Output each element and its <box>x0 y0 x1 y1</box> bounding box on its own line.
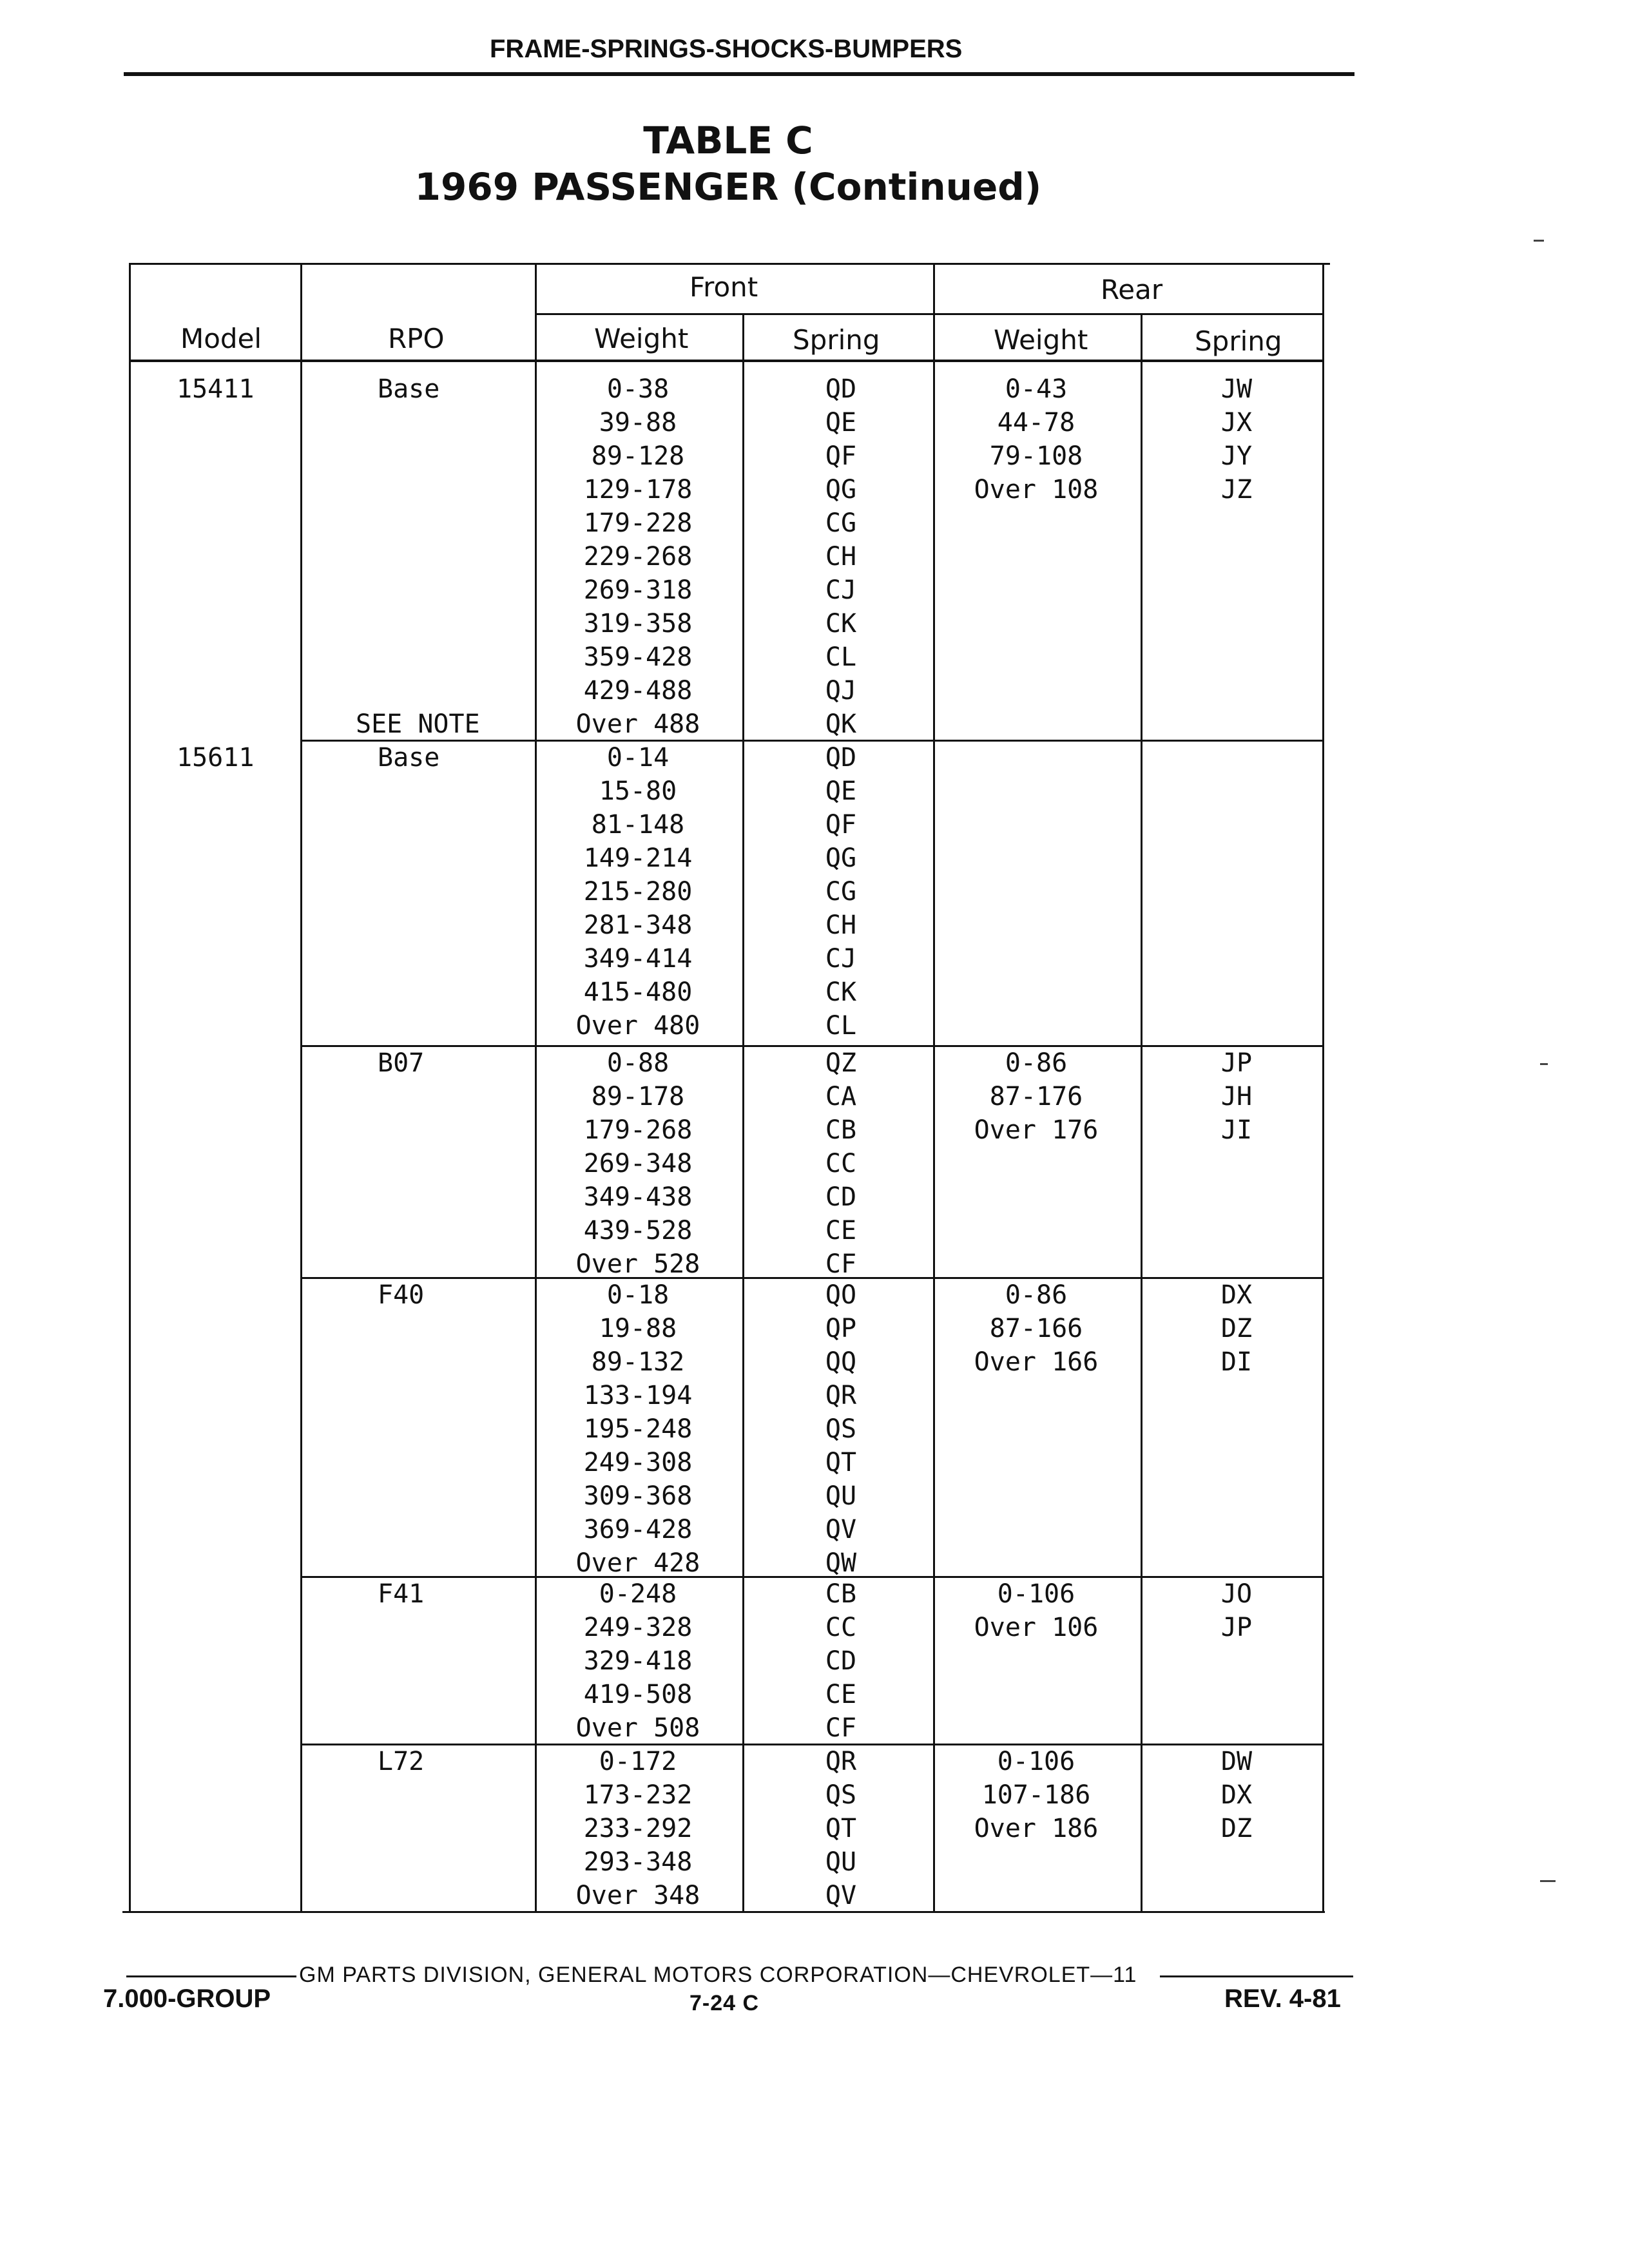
front-weight-cell: 309-368 <box>583 1481 693 1511</box>
front-weight-cell: 349-438 <box>583 1182 693 1212</box>
front-weight-cell: 419-508 <box>583 1680 693 1709</box>
front-weight-cell: 89-128 <box>591 441 685 471</box>
front-weight-cell: 179-268 <box>583 1115 693 1145</box>
col-header-model: Model <box>180 323 262 354</box>
footer-rule-right <box>1160 1975 1353 1977</box>
front-weight-cell: 439-528 <box>583 1216 693 1245</box>
rear-weight-cell: 0-86 <box>1005 1048 1068 1078</box>
header-rule <box>124 72 1354 76</box>
header-bottom-rule <box>129 360 1324 362</box>
front-weight-cell: 269-348 <box>583 1149 693 1178</box>
rear-spring-cell: DI <box>1220 1347 1253 1377</box>
model-cell: 15611 <box>177 743 255 773</box>
footer-rule-left <box>126 1975 296 1977</box>
rear-weight-cell: 0-106 <box>997 1747 1075 1776</box>
front-weight-cell: 0-38 <box>606 374 670 404</box>
front-weight-cell: Over 428 <box>575 1548 700 1578</box>
footer-page-number: 7-24 C <box>689 1991 760 2015</box>
front-weight-cell: 173-232 <box>583 1780 693 1810</box>
front-spring-cell: CB <box>825 1579 857 1609</box>
rear-spring-cell: JX <box>1220 408 1253 437</box>
rpo-cell: B07 <box>378 1048 425 1078</box>
rear-spring-cell: JP <box>1220 1048 1253 1078</box>
front-spring-cell: CJ <box>825 575 857 605</box>
margin-mark <box>1540 1063 1548 1065</box>
spring-table <box>122 263 1334 1919</box>
front-spring-cell: QV <box>825 1881 857 1910</box>
front-weight-cell: 89-132 <box>591 1347 685 1377</box>
col-header-front-spring: Spring <box>793 324 880 356</box>
rear-spring-cell: JW <box>1220 374 1253 404</box>
table-subtitle: 1969 PASSENGER (Continued) <box>414 165 1042 209</box>
rear-weight-cell: Over 166 <box>974 1347 1099 1377</box>
rear-spring-cell: JZ <box>1220 475 1253 505</box>
front-weight-cell: 349-414 <box>583 944 693 974</box>
front-weight-cell: Over 348 <box>575 1881 700 1910</box>
rear-spring-cell: DX <box>1220 1280 1253 1310</box>
margin-mark <box>1540 1880 1556 1882</box>
col-header-rear-spring: Spring <box>1195 325 1282 357</box>
front-weight-cell: 249-328 <box>583 1613 693 1642</box>
front-spring-cell: QZ <box>825 1048 857 1078</box>
front-weight-cell: 0-18 <box>606 1280 670 1310</box>
front-spring-cell: QR <box>825 1381 857 1410</box>
col-header-front: Front <box>689 271 758 303</box>
rear-weight-cell: 0-43 <box>1005 374 1068 404</box>
front-weight-cell: 0-14 <box>606 743 670 773</box>
rear-weight-cell: 87-166 <box>989 1314 1083 1343</box>
front-spring-cell: QJ <box>825 676 857 706</box>
col-line-rpo-front <box>535 263 537 1912</box>
rear-spring-cell: DW <box>1220 1747 1253 1776</box>
front-weight-cell: 281-348 <box>583 910 693 940</box>
front-spring-cell: QS <box>825 1414 857 1444</box>
front-weight-cell: 215-280 <box>583 877 693 907</box>
front-spring-cell: QV <box>825 1515 857 1544</box>
front-spring-cell: QE <box>825 408 857 437</box>
col-header-rear-weight: Weight <box>994 324 1088 356</box>
front-spring-cell: QW <box>825 1548 857 1578</box>
front-spring-cell: QD <box>825 374 857 404</box>
front-spring-cell: CL <box>825 642 857 672</box>
front-weight-cell: 369-428 <box>583 1515 693 1544</box>
front-spring-cell: CF <box>825 1713 857 1743</box>
col-line-front-weight-spring <box>742 313 744 1912</box>
front-spring-cell: CF <box>825 1249 857 1279</box>
front-spring-cell: QF <box>825 810 857 840</box>
col-line-model-rpo <box>300 263 302 1912</box>
rear-spring-cell: DX <box>1220 1780 1253 1810</box>
table-border-left <box>129 263 131 1912</box>
front-weight-cell: 15-80 <box>599 776 677 806</box>
header-divider-front-rear <box>535 313 1324 315</box>
front-weight-cell: 359-428 <box>583 642 693 672</box>
front-spring-cell: CA <box>825 1082 857 1111</box>
front-spring-cell: CH <box>825 542 857 572</box>
front-spring-cell: CD <box>825 1646 857 1676</box>
front-spring-cell: QG <box>825 843 857 873</box>
rear-weight-cell: Over 108 <box>974 475 1099 505</box>
front-spring-cell: QG <box>825 475 857 505</box>
table-title: TABLE C <box>643 119 813 162</box>
footer-group: 7.000-GROUP <box>103 1984 271 2013</box>
rpo-cell: Base <box>378 374 440 404</box>
rear-weight-cell: Over 106 <box>974 1613 1099 1642</box>
front-weight-cell: 149-214 <box>583 843 693 873</box>
col-header-rpo: RPO <box>388 323 445 354</box>
front-spring-cell: CD <box>825 1182 857 1212</box>
col-header-rear: Rear <box>1101 274 1163 305</box>
front-weight-cell: 39-88 <box>599 408 677 437</box>
front-weight-cell: 0-172 <box>599 1747 677 1776</box>
front-weight-cell: 179-228 <box>583 508 693 538</box>
front-spring-cell: QP <box>825 1314 857 1343</box>
rear-weight-cell: 0-106 <box>997 1579 1075 1609</box>
rpo-cell: F40 <box>378 1280 425 1310</box>
front-spring-cell: QU <box>825 1481 857 1511</box>
col-line-rear-weight-spring <box>1141 313 1142 1912</box>
front-weight-cell: 19-88 <box>599 1314 677 1343</box>
front-weight-cell: Over 508 <box>575 1713 700 1743</box>
rear-spring-cell: DZ <box>1220 1814 1253 1843</box>
front-weight-cell: 329-418 <box>583 1646 693 1676</box>
front-weight-cell: 0-248 <box>599 1579 677 1609</box>
front-spring-cell: QQ <box>825 1347 857 1377</box>
front-spring-cell: CJ <box>825 944 857 974</box>
front-spring-cell: QD <box>825 743 857 773</box>
front-weight-cell: 133-194 <box>583 1381 693 1410</box>
front-spring-cell: CE <box>825 1216 857 1245</box>
rear-spring-cell: JO <box>1220 1579 1253 1609</box>
section-header-title: FRAME-SPRINGS-SHOCKS-BUMPERS <box>490 35 963 63</box>
front-spring-cell: CH <box>825 910 857 940</box>
front-weight-cell: 429-488 <box>583 676 693 706</box>
front-weight-cell: Over 528 <box>575 1249 700 1279</box>
rpo-cell: Base <box>378 743 440 773</box>
rear-weight-cell: Over 186 <box>974 1814 1099 1843</box>
footer-revision: REV. 4-81 <box>1224 1984 1341 2013</box>
front-weight-cell: 0-88 <box>606 1048 670 1078</box>
front-spring-cell: QE <box>825 776 857 806</box>
front-weight-cell: 319-358 <box>583 609 693 639</box>
rear-spring-cell: JY <box>1220 441 1253 471</box>
rear-spring-cell: DZ <box>1220 1314 1253 1343</box>
rear-spring-cell: JH <box>1220 1082 1253 1111</box>
front-spring-cell: QF <box>825 441 857 471</box>
rpo-cell: L72 <box>378 1747 425 1776</box>
front-spring-cell: QT <box>825 1814 857 1843</box>
front-spring-cell: QS <box>825 1780 857 1810</box>
rear-weight-cell: 44-78 <box>997 408 1075 437</box>
rear-weight-cell: 79-108 <box>989 441 1083 471</box>
front-spring-cell: QO <box>825 1280 857 1310</box>
front-spring-cell: QT <box>825 1448 857 1477</box>
front-weight-cell: Over 488 <box>575 709 700 739</box>
front-spring-cell: CL <box>825 1011 857 1041</box>
front-weight-cell: 233-292 <box>583 1814 693 1843</box>
front-weight-cell: Over 480 <box>575 1011 700 1041</box>
front-weight-cell: 229-268 <box>583 542 693 572</box>
front-spring-cell: QR <box>825 1747 857 1776</box>
front-spring-cell: CE <box>825 1680 857 1709</box>
table-border-top <box>130 263 1330 265</box>
front-spring-cell: CG <box>825 877 857 907</box>
rear-spring-cell: JP <box>1220 1613 1253 1642</box>
front-weight-cell: 269-318 <box>583 575 693 605</box>
front-weight-cell: 249-308 <box>583 1448 693 1477</box>
margin-mark <box>1534 240 1544 242</box>
col-header-front-weight: Weight <box>594 323 689 354</box>
rear-weight-cell: Over 176 <box>974 1115 1099 1145</box>
front-spring-cell: CC <box>825 1613 857 1642</box>
rpo-note: SEE NOTE <box>356 709 480 739</box>
rear-weight-cell: 87-176 <box>989 1082 1083 1111</box>
front-weight-cell: 81-148 <box>591 810 685 840</box>
model-cell: 15411 <box>177 374 255 404</box>
front-weight-cell: 195-248 <box>583 1414 693 1444</box>
front-weight-cell: 89-178 <box>591 1082 685 1111</box>
front-spring-cell: QK <box>825 709 857 739</box>
rpo-cell: F41 <box>378 1579 425 1609</box>
front-spring-cell: CC <box>825 1149 857 1178</box>
front-spring-cell: QU <box>825 1847 857 1877</box>
front-weight-cell: 129-178 <box>583 475 693 505</box>
col-line-front-rear <box>933 263 935 1912</box>
front-spring-cell: CK <box>825 977 857 1007</box>
front-spring-cell: CB <box>825 1115 857 1145</box>
front-spring-cell: CG <box>825 508 857 538</box>
footer-division-text: GM PARTS DIVISION, GENERAL MOTORS CORPORATION—CHEVROLET—11 <box>299 1963 1137 1987</box>
rear-weight-cell: 107-186 <box>981 1780 1091 1810</box>
rear-spring-cell: JI <box>1220 1115 1253 1145</box>
rear-weight-cell: 0-86 <box>1005 1280 1068 1310</box>
front-weight-cell: 293-348 <box>583 1847 693 1877</box>
front-spring-cell: CK <box>825 609 857 639</box>
front-weight-cell: 415-480 <box>583 977 693 1007</box>
